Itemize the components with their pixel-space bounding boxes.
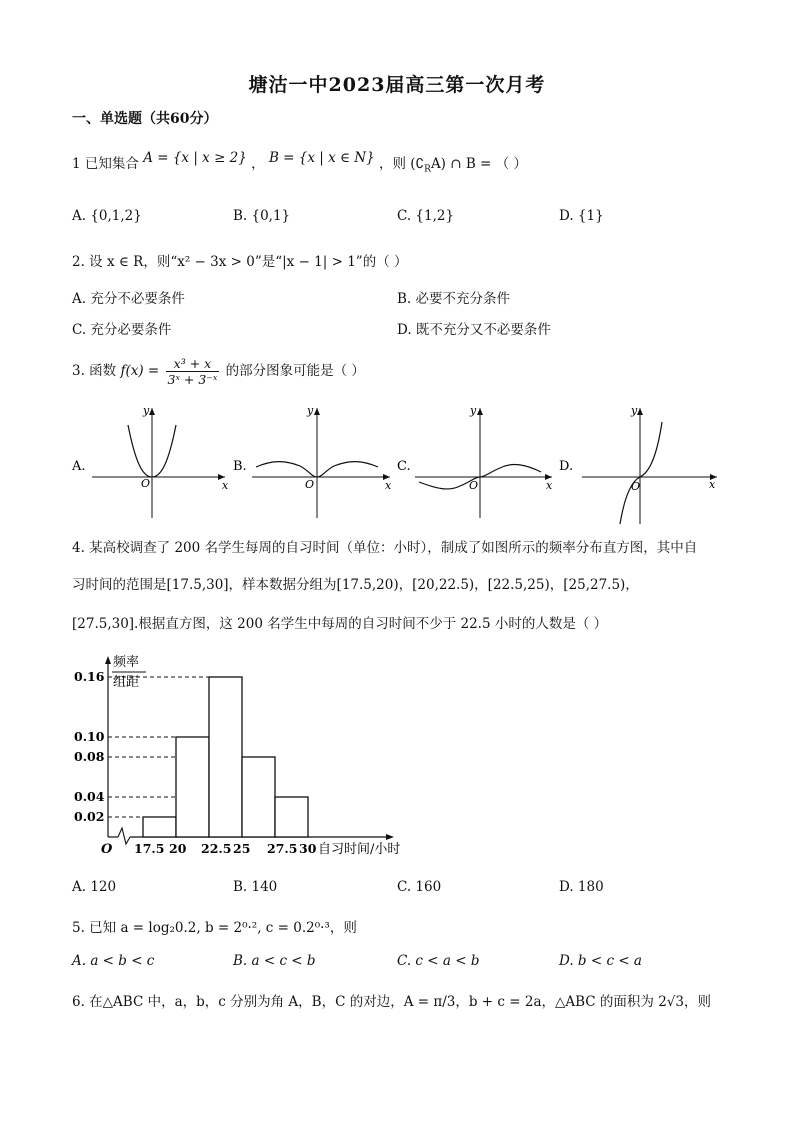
graph-a xyxy=(71,404,229,518)
histogram-marks xyxy=(74,669,317,856)
histogram-x-tick-label: 27.5 xyxy=(267,841,298,856)
histogram-x-tick-label: 30 xyxy=(299,841,317,856)
q3-numerator: x³ + x xyxy=(166,356,220,372)
histogram-bar xyxy=(143,817,176,837)
histogram-axis-break xyxy=(118,828,130,844)
graph-b-y-label: y xyxy=(307,404,314,417)
q2-option-a: A. 充分不必要条件 xyxy=(72,291,185,307)
histogram-y-tick-label: 0.04 xyxy=(74,789,105,804)
histogram-y-tick-label: 0.02 xyxy=(74,809,105,824)
q1-ask: ，则 (∁ xyxy=(379,156,425,172)
q1-set-b: B = {x | x ∈ N} xyxy=(268,150,375,166)
graph-b xyxy=(233,404,392,518)
histogram-y-arrow xyxy=(105,656,111,664)
q5-option-a: A. a < b < c xyxy=(72,953,155,969)
graph-d-curve xyxy=(620,422,662,524)
graph-c-y-arrow xyxy=(477,408,483,415)
q1-prefix: 1 已知集合 xyxy=(72,156,139,172)
q3-prefix: 3. 函数 xyxy=(72,363,117,379)
histogram-y-tick-label: 0.16 xyxy=(74,669,105,684)
question-2-stem: 2. 设 x ∈ R，则“x² − 3x > 0”是“|x − 1| > 1”的（ ） xyxy=(72,254,408,270)
q1-set-a: A = {x | x ≥ 2} xyxy=(143,150,247,166)
question-1-stem: 1 已知集合 A = {x | x ≥ 2} ， B = {x | x ∈ N} ，则 $(∁_RA)$ ∩ B = （ ） xyxy=(72,150,527,175)
q1-ask-rest: A) ∩ B = （ ） xyxy=(430,156,527,172)
graph-a-x-label: x xyxy=(222,479,229,492)
graph-d-origin: O xyxy=(631,480,641,493)
q5-option-c: C. c < a < b xyxy=(397,953,480,969)
histogram-bar xyxy=(242,757,275,837)
q2-option-d: D. 既不充分又不必要条件 xyxy=(397,322,551,338)
graph-b-label: B. xyxy=(233,459,247,474)
q3-suffix: 的部分图象可能是（ ） xyxy=(225,363,365,379)
exam-title: 塘沽一中2023届高三第一次月考 xyxy=(248,74,546,96)
q1-option-c: C. {1,2} xyxy=(397,208,455,224)
q1-option-a: A. {0,1,2} xyxy=(72,208,142,224)
q3-denominator: 3ˣ + 3⁻ˣ xyxy=(167,372,218,387)
histogram-ylabel-top: 频率 xyxy=(113,655,140,670)
graph-b-origin: O xyxy=(305,478,315,491)
graph-c xyxy=(397,404,553,518)
histogram-x-tick-label: 25 xyxy=(233,841,251,856)
q3-fraction xyxy=(166,356,220,387)
q1-option-b: B. {0,1} xyxy=(233,208,291,224)
graph-d xyxy=(559,404,717,524)
histogram-x-arrow xyxy=(386,834,394,840)
histogram-x-tick-label: 20 xyxy=(169,841,187,856)
graph-d-y-arrow xyxy=(637,408,643,415)
graph-a-label: A. xyxy=(72,459,86,474)
question-5-stem: 5. 已知 a = log₂0.2, b = 2⁰·², c = 0.2⁰·³，则 xyxy=(72,920,357,936)
histogram-bar xyxy=(209,677,242,837)
q3-fx: f(x) = xyxy=(120,363,160,379)
graph-b-x-label: x xyxy=(385,479,392,492)
q2-option-c: C. 充分必要条件 xyxy=(72,322,172,338)
histogram-x-tick-label: 17.5 xyxy=(134,841,165,856)
graph-c-x-label: x xyxy=(546,479,553,492)
frequency-histogram xyxy=(70,650,430,865)
graph-a-origin: O xyxy=(141,477,151,490)
q4-option-b: B. 140 xyxy=(233,879,278,895)
graph-d-x-label: x xyxy=(709,478,716,491)
histogram-bar xyxy=(176,737,209,837)
graph-c-y-label: y xyxy=(470,404,477,417)
histogram-bar xyxy=(275,797,308,837)
question-4-line-3: [27.5,30].根据直方图，这 200 名学生中每周的自习时间不少于 22.5 小时的人数是（ ） xyxy=(72,616,608,632)
q1-ask-sub: R xyxy=(424,164,431,175)
histogram-ylabel-bottom: 组距 xyxy=(113,675,140,690)
question-4-line-2: 习时间的范围是[17.5,30]，样本数据分组为[17.5,20)，[20,22.5)，[22.5,25)，[25,27.5)， xyxy=(72,577,639,593)
histogram-y-tick-label: 0.10 xyxy=(74,729,105,744)
section-heading: 一、单选题（共60分） xyxy=(72,111,218,127)
question-6-stem: 6. 在△ABC 中，a，b，c 分别为角 A，B，C 的对边，A = π/3，b + c = 2a，△ABC 的面积为 2√3，则 xyxy=(72,994,711,1010)
question-3-stem xyxy=(72,356,365,387)
q5-option-d: D. b < c < a xyxy=(559,953,642,969)
q4-option-a: A. 120 xyxy=(72,879,117,895)
graph-d-y-label: y xyxy=(631,404,638,417)
question-4-line-1: 4. 某高校调查了 200 名学生每周的自习时间（单位：小时），制成了如图所示的频率分布直方图，其中自 xyxy=(72,540,698,556)
q1-option-d: D. {1} xyxy=(559,208,604,224)
histogram-y-tick-label: 0.08 xyxy=(74,749,105,764)
graph-a-y-label: y xyxy=(143,404,150,417)
graph-c-origin: O xyxy=(469,479,479,492)
graph-b-y-arrow xyxy=(314,408,320,415)
q4-option-d: D. 180 xyxy=(559,879,604,895)
q4-option-c: C. 160 xyxy=(397,879,442,895)
q2-option-b: B. 必要不充分条件 xyxy=(397,291,511,307)
graph-d-label: D. xyxy=(559,459,574,474)
q3-graphs xyxy=(0,400,794,530)
histogram-x-tick-label: 22.5 xyxy=(201,841,232,856)
graph-a-y-arrow xyxy=(149,408,155,415)
histogram-xlabel: 自习时间/小时 xyxy=(318,842,401,857)
q5-option-b: B. a < c < b xyxy=(233,953,316,969)
histogram-origin: O xyxy=(101,842,113,857)
graph-c-label: C. xyxy=(397,459,411,474)
